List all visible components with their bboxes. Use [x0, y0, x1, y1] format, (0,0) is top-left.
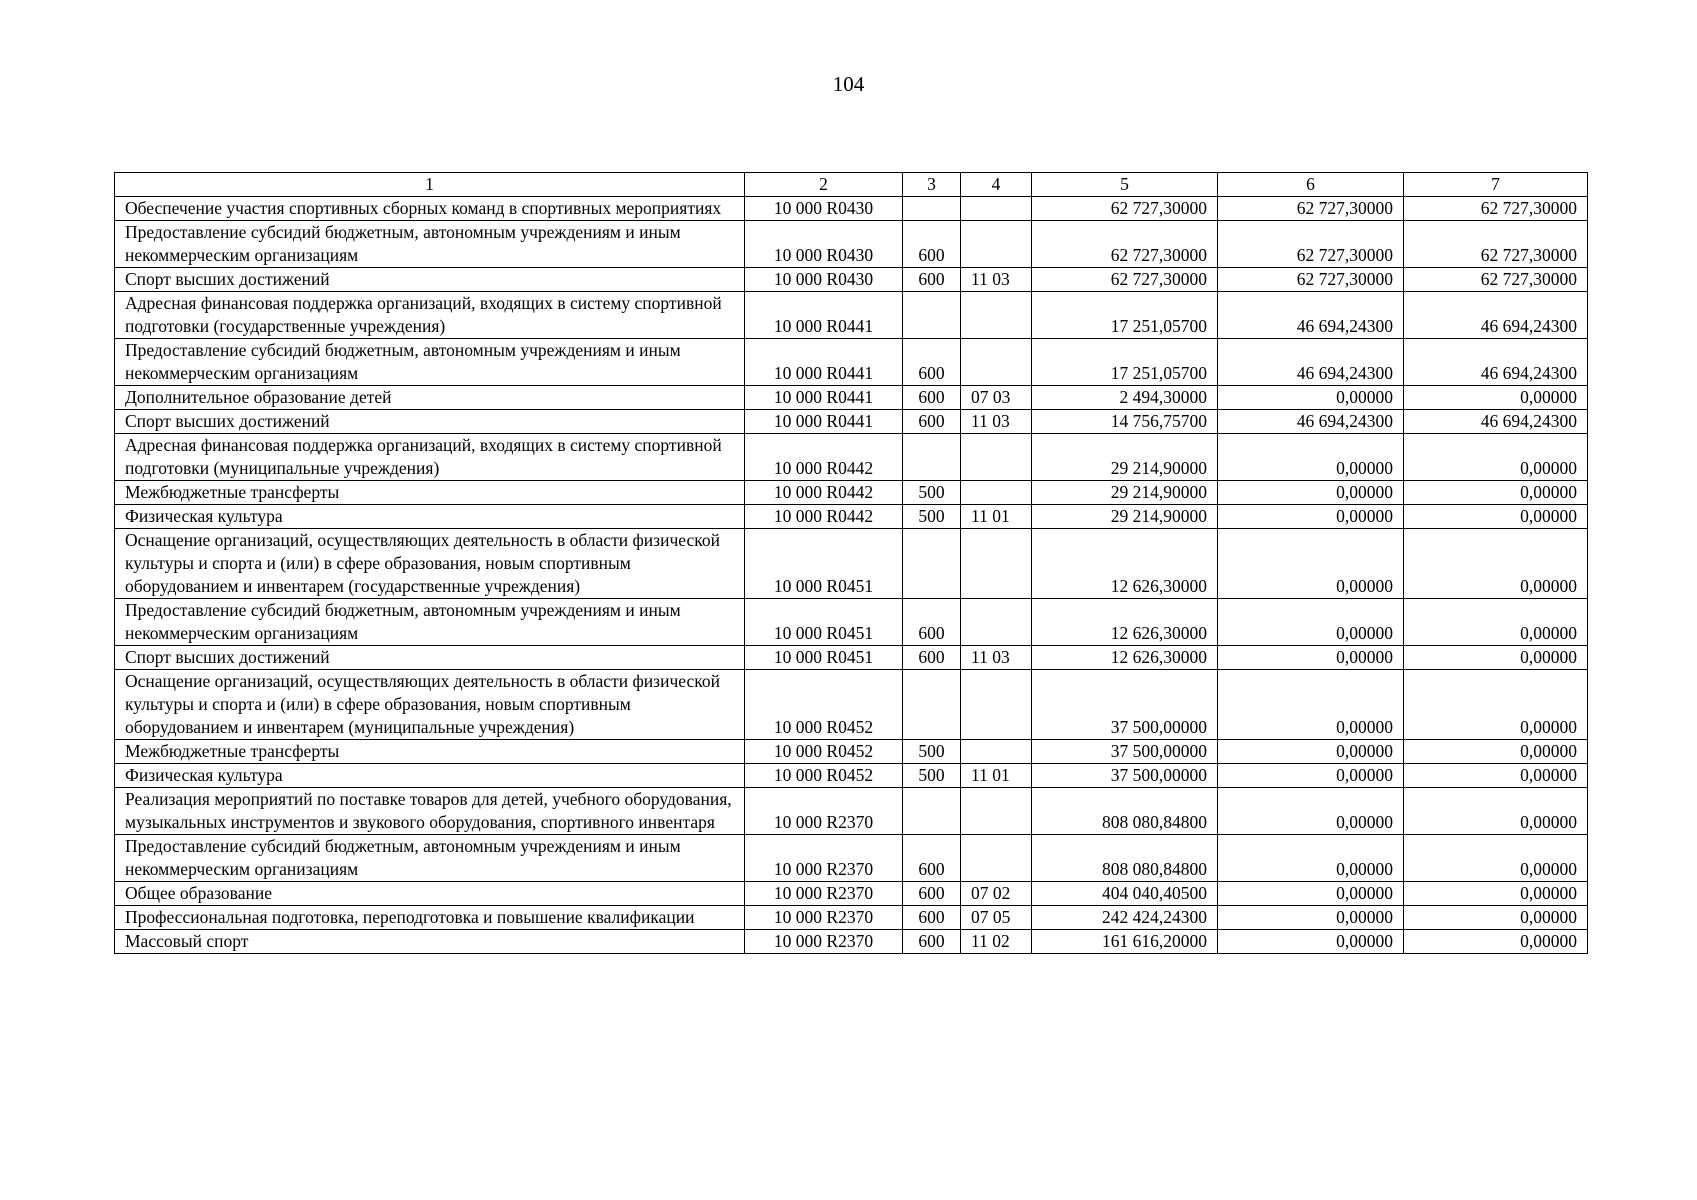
target-code: 10 000 R0441 [745, 339, 903, 386]
section-code [961, 670, 1032, 740]
column-header: 7 [1404, 173, 1588, 197]
target-code: 10 000 R0441 [745, 410, 903, 434]
target-code: 10 000 R0452 [745, 740, 903, 764]
expense-type [903, 788, 961, 835]
amount-col5: 37 500,00000 [1032, 670, 1218, 740]
expense-type [903, 670, 961, 740]
expense-type: 600 [903, 268, 961, 292]
expense-type: 500 [903, 740, 961, 764]
target-code: 10 000 R2370 [745, 882, 903, 906]
target-code: 10 000 R0441 [745, 386, 903, 410]
expense-type: 600 [903, 930, 961, 954]
amount-col6: 0,00000 [1218, 835, 1404, 882]
amount-col5: 14 756,75700 [1032, 410, 1218, 434]
section-code [961, 529, 1032, 599]
amount-col7: 46 694,24300 [1404, 292, 1588, 339]
amount-col5: 808 080,84800 [1032, 835, 1218, 882]
amount-col7: 0,00000 [1404, 646, 1588, 670]
amount-col5: 242 424,24300 [1032, 906, 1218, 930]
table-row [115, 906, 1588, 930]
target-code: 10 000 R0452 [745, 670, 903, 740]
table-row [115, 788, 1588, 835]
expense-type: 500 [903, 481, 961, 505]
table-row [115, 529, 1588, 599]
amount-col5: 2 494,30000 [1032, 386, 1218, 410]
amount-col7: 62 727,30000 [1404, 268, 1588, 292]
amount-col7: 62 727,30000 [1404, 197, 1588, 221]
amount-col5: 17 251,05700 [1032, 292, 1218, 339]
section-code: 11 01 [961, 764, 1032, 788]
section-code: 11 01 [961, 505, 1032, 529]
amount-col7: 0,00000 [1404, 882, 1588, 906]
amount-col5: 62 727,30000 [1032, 197, 1218, 221]
amount-col7: 0,00000 [1404, 930, 1588, 954]
target-code: 10 000 R0451 [745, 529, 903, 599]
amount-col5: 404 040,40500 [1032, 882, 1218, 906]
expense-type: 600 [903, 906, 961, 930]
amount-col7: 0,00000 [1404, 505, 1588, 529]
amount-col7: 0,00000 [1404, 481, 1588, 505]
section-code [961, 740, 1032, 764]
table-row [115, 268, 1588, 292]
amount-col6: 0,00000 [1218, 386, 1404, 410]
section-code: 07 02 [961, 882, 1032, 906]
section-code: 07 03 [961, 386, 1032, 410]
amount-col6: 62 727,30000 [1218, 268, 1404, 292]
section-code: 07 05 [961, 906, 1032, 930]
section-code [961, 339, 1032, 386]
item-name: Общее образование [115, 882, 745, 906]
table-row [115, 599, 1588, 646]
section-code: 11 03 [961, 646, 1032, 670]
amount-col6: 0,00000 [1218, 505, 1404, 529]
expense-type [903, 529, 961, 599]
item-name: Спорт высших достижений [115, 410, 745, 434]
amount-col6: 62 727,30000 [1218, 221, 1404, 268]
table-row [115, 740, 1588, 764]
amount-col7: 0,00000 [1404, 740, 1588, 764]
expense-type [903, 197, 961, 221]
table-row [115, 930, 1588, 954]
amount-col7: 46 694,24300 [1404, 410, 1588, 434]
amount-col6: 0,00000 [1218, 764, 1404, 788]
amount-col6: 46 694,24300 [1218, 292, 1404, 339]
amount-col6: 0,00000 [1218, 740, 1404, 764]
amount-col6: 0,00000 [1218, 434, 1404, 481]
amount-col7: 0,00000 [1404, 670, 1588, 740]
section-code [961, 835, 1032, 882]
table-row [115, 481, 1588, 505]
amount-col6: 0,00000 [1218, 930, 1404, 954]
expense-type: 600 [903, 221, 961, 268]
amount-col6: 0,00000 [1218, 788, 1404, 835]
table-row [115, 882, 1588, 906]
amount-col7: 0,00000 [1404, 764, 1588, 788]
section-code: 11 03 [961, 410, 1032, 434]
item-name: Спорт высших достижений [115, 646, 745, 670]
item-name: Спорт высших достижений [115, 268, 745, 292]
table-row [115, 434, 1588, 481]
item-name: Предоставление субсидий бюджетным, автономным учреждениям и иным некоммерческим организациям [115, 339, 745, 386]
target-code: 10 000 R0430 [745, 268, 903, 292]
table-row [115, 221, 1588, 268]
expense-type [903, 434, 961, 481]
expense-type: 600 [903, 835, 961, 882]
budget-table [114, 172, 1588, 954]
amount-col5: 37 500,00000 [1032, 764, 1218, 788]
section-code [961, 481, 1032, 505]
target-code: 10 000 R2370 [745, 788, 903, 835]
section-code [961, 292, 1032, 339]
item-name: Оснащение организаций, осуществляющих деятельность в области физической культуры и спорта и (или) в сфере образования, новым спортивным оборудованием и инвентарем (государственные учреждения) [115, 529, 745, 599]
amount-col6: 0,00000 [1218, 481, 1404, 505]
item-name: Межбюджетные трансферты [115, 481, 745, 505]
amount-col5: 62 727,30000 [1032, 221, 1218, 268]
section-code [961, 221, 1032, 268]
item-name: Межбюджетные трансферты [115, 740, 745, 764]
target-code: 10 000 R0442 [745, 434, 903, 481]
target-code: 10 000 R0430 [745, 197, 903, 221]
amount-col6: 0,00000 [1218, 646, 1404, 670]
item-name: Массовый спорт [115, 930, 745, 954]
target-code: 10 000 R2370 [745, 835, 903, 882]
amount-col5: 29 214,90000 [1032, 434, 1218, 481]
page-number: 104 [832, 72, 865, 96]
amount-col6: 0,00000 [1218, 882, 1404, 906]
table-row [115, 646, 1588, 670]
item-name: Оснащение организаций, осуществляющих деятельность в области физической культуры и спорта и (или) в сфере образования, новым спортивным оборудованием и инвентарем (муниципальные учреждения) [115, 670, 745, 740]
item-name: Реализация мероприятий по поставке товаров для детей, учебного оборудования, музыкальных инструментов и звукового оборудования, спортивного инвентаря [115, 788, 745, 835]
amount-col6: 0,00000 [1218, 906, 1404, 930]
item-name: Физическая культура [115, 764, 745, 788]
column-header: 3 [903, 173, 961, 197]
expense-type: 500 [903, 764, 961, 788]
expense-type: 600 [903, 882, 961, 906]
table-row [115, 505, 1588, 529]
item-name: Профессиональная подготовка, переподготовка и повышение квалификации [115, 906, 745, 930]
amount-col7: 0,00000 [1404, 906, 1588, 930]
amount-col5: 12 626,30000 [1032, 529, 1218, 599]
section-code [961, 788, 1032, 835]
column-header: 4 [961, 173, 1032, 197]
amount-col6: 46 694,24300 [1218, 339, 1404, 386]
amount-col5: 161 616,20000 [1032, 930, 1218, 954]
expense-type: 600 [903, 339, 961, 386]
item-name: Дополнительное образование детей [115, 386, 745, 410]
target-code: 10 000 R0441 [745, 292, 903, 339]
table-row [115, 764, 1588, 788]
expense-type: 600 [903, 410, 961, 434]
target-code: 10 000 R2370 [745, 930, 903, 954]
amount-col7: 0,00000 [1404, 599, 1588, 646]
amount-col5: 808 080,84800 [1032, 788, 1218, 835]
table-row [115, 670, 1588, 740]
amount-col5: 12 626,30000 [1032, 599, 1218, 646]
expense-type [903, 292, 961, 339]
item-name: Адресная финансовая поддержка организаций, входящих в систему спортивной подготовки (муниципальные учреждения) [115, 434, 745, 481]
amount-col6: 62 727,30000 [1218, 197, 1404, 221]
amount-col7: 0,00000 [1404, 835, 1588, 882]
table-row [115, 292, 1588, 339]
column-header: 2 [745, 173, 903, 197]
target-code: 10 000 R0452 [745, 764, 903, 788]
amount-col6: 46 694,24300 [1218, 410, 1404, 434]
amount-col7: 46 694,24300 [1404, 339, 1588, 386]
table-row [115, 197, 1588, 221]
table-row [115, 835, 1588, 882]
target-code: 10 000 R0451 [745, 599, 903, 646]
amount-col6: 0,00000 [1218, 670, 1404, 740]
item-name: Предоставление субсидий бюджетным, автономным учреждениям и иным некоммерческим организациям [115, 221, 745, 268]
section-code [961, 434, 1032, 481]
target-code: 10 000 R0442 [745, 481, 903, 505]
amount-col7: 0,00000 [1404, 529, 1588, 599]
item-name: Физическая культура [115, 505, 745, 529]
target-code: 10 000 R0442 [745, 505, 903, 529]
column-header: 5 [1032, 173, 1218, 197]
column-header: 6 [1218, 173, 1404, 197]
target-code: 10 000 R0451 [745, 646, 903, 670]
table-row [115, 386, 1588, 410]
section-code [961, 599, 1032, 646]
section-code [961, 197, 1032, 221]
item-name: Предоставление субсидий бюджетным, автономным учреждениям и иным некоммерческим организациям [115, 835, 745, 882]
expense-type: 600 [903, 646, 961, 670]
amount-col5: 37 500,00000 [1032, 740, 1218, 764]
table-row [115, 339, 1588, 386]
expense-type: 500 [903, 505, 961, 529]
section-code: 11 02 [961, 930, 1032, 954]
amount-col7: 62 727,30000 [1404, 221, 1588, 268]
column-header: 1 [115, 173, 745, 197]
amount-col7: 0,00000 [1404, 386, 1588, 410]
expense-type: 600 [903, 599, 961, 646]
table-row [115, 410, 1588, 434]
item-name: Предоставление субсидий бюджетным, автономным учреждениям и иным некоммерческим организациям [115, 599, 745, 646]
amount-col5: 62 727,30000 [1032, 268, 1218, 292]
amount-col6: 0,00000 [1218, 599, 1404, 646]
section-code: 11 03 [961, 268, 1032, 292]
amount-col7: 0,00000 [1404, 434, 1588, 481]
amount-col5: 29 214,90000 [1032, 481, 1218, 505]
item-name: Адресная финансовая поддержка организаций, входящих в систему спортивной подготовки (государственные учреждения) [115, 292, 745, 339]
amount-col7: 0,00000 [1404, 788, 1588, 835]
amount-col6: 0,00000 [1218, 529, 1404, 599]
target-code: 10 000 R0430 [745, 221, 903, 268]
column-header-row [115, 173, 1588, 197]
amount-col5: 12 626,30000 [1032, 646, 1218, 670]
amount-col5: 17 251,05700 [1032, 339, 1218, 386]
amount-col5: 29 214,90000 [1032, 505, 1218, 529]
item-name: Обеспечение участия спортивных сборных команд в спортивных мероприятиях [115, 197, 745, 221]
expense-type: 600 [903, 386, 961, 410]
target-code: 10 000 R2370 [745, 906, 903, 930]
